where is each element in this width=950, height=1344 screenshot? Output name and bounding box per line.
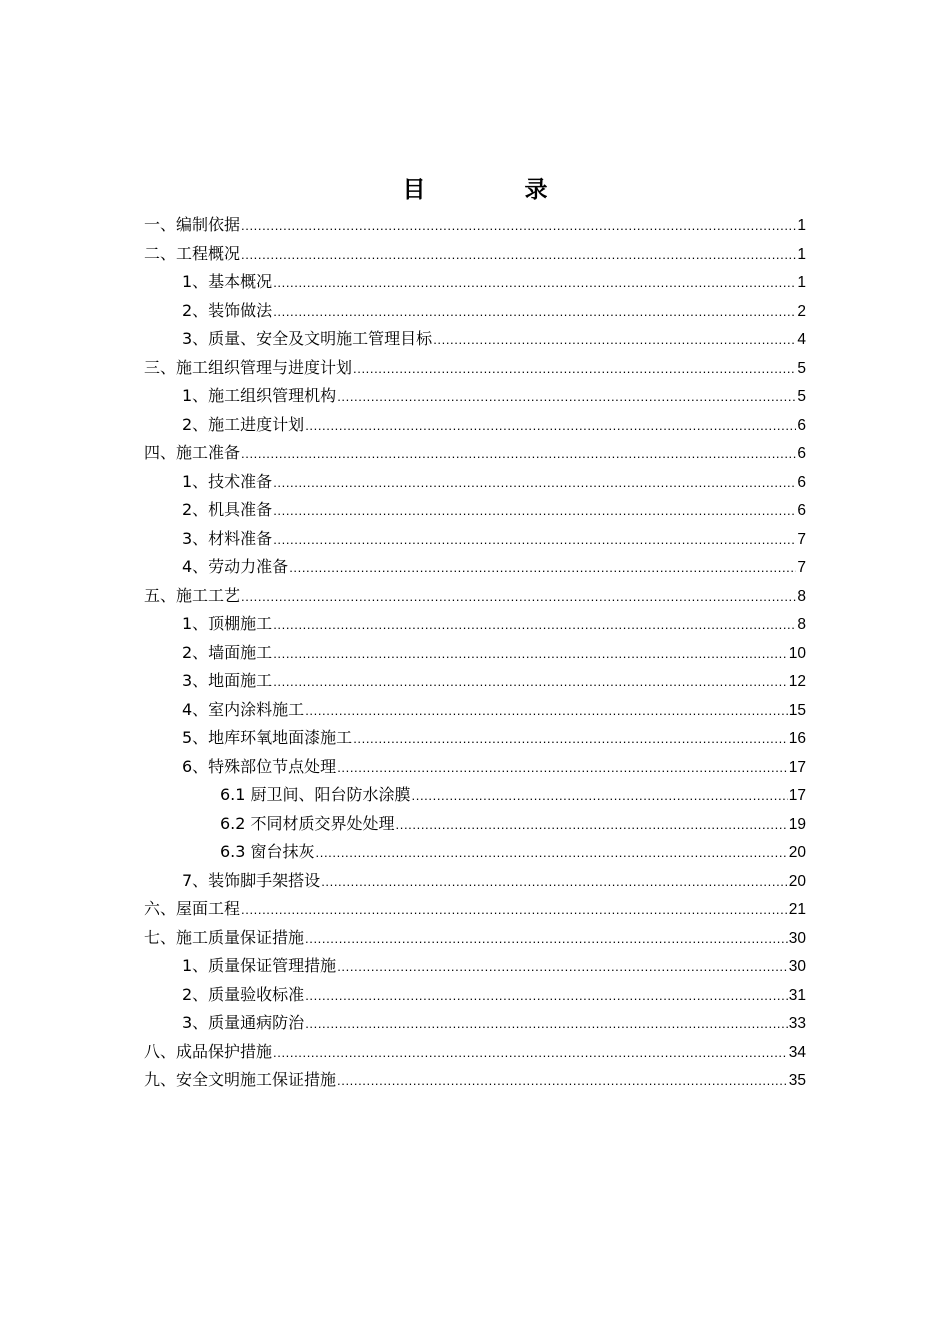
toc-entry-label: 1、基本概况 — [182, 272, 273, 291]
toc-page-number: 1 — [797, 245, 806, 263]
toc-page-number: 6 — [797, 473, 806, 491]
toc-entry[interactable] — [144, 439, 806, 468]
toc-dot-leader — [273, 298, 796, 327]
toc-entry-label: 5、地库环氧地面漆施工 — [182, 728, 353, 747]
toc-page-number: 21 — [788, 901, 806, 918]
toc-entry-label: 3、质量通病防治 — [182, 1013, 305, 1032]
toc-entry-label: 七、施工质量保证措施 — [144, 927, 305, 947]
toc-dot-leader — [241, 896, 788, 925]
toc-dot-leader — [305, 412, 796, 441]
toc-entry-label: 4、室内涂料施工 — [182, 699, 305, 719]
toc-page-number: 19 — [788, 815, 806, 833]
toc-entry[interactable] — [144, 639, 806, 668]
toc-page-number: 8 — [797, 616, 806, 633]
toc-entry-label: 三、施工组织管理与进度计划 — [144, 357, 353, 377]
toc-entry[interactable] — [144, 610, 806, 639]
toc-entry[interactable] — [144, 582, 806, 611]
toc-dot-leader — [305, 1010, 788, 1039]
toc-entry-label: 2、施工进度计划 — [182, 414, 305, 434]
toc-entry[interactable] — [144, 354, 806, 383]
toc-entry-label: 1、顶棚施工 — [182, 614, 273, 633]
toc-entry[interactable] — [144, 525, 806, 554]
toc-entry[interactable] — [144, 981, 806, 1010]
toc-page-number: 17 — [788, 787, 806, 804]
toc-entry[interactable] — [144, 810, 806, 839]
toc-entry[interactable] — [144, 297, 806, 326]
toc-dot-leader — [412, 782, 788, 811]
toc-entry-label: 6.3 窗台抹灰 — [220, 842, 315, 861]
toc-entry[interactable] — [144, 553, 806, 582]
toc-entry[interactable] — [144, 240, 806, 269]
toc-entry-label: 九、安全文明施工保证措施 — [144, 1070, 337, 1089]
toc-entry-label: 1、施工组织管理机构 — [182, 386, 337, 405]
toc-entry-label: 6.1 厨卫间、阳台防水涂膜 — [220, 785, 411, 804]
table-of-contents — [144, 211, 806, 1095]
toc-entry-label: 五、施工工艺 — [144, 585, 241, 605]
toc-page-number: 34 — [788, 1043, 806, 1061]
toc-dot-leader — [305, 697, 788, 726]
toc-dot-leader — [433, 326, 796, 355]
toc-page-number: 2 — [797, 302, 806, 320]
toc-dot-leader — [241, 241, 796, 270]
toc-dot-leader — [273, 611, 796, 640]
toc-entry[interactable] — [144, 382, 806, 411]
toc-entry-label: 2、质量验收标准 — [182, 984, 305, 1004]
toc-entry[interactable] — [144, 867, 806, 896]
toc-entry[interactable] — [144, 1009, 806, 1038]
toc-page-number: 6 — [797, 416, 806, 434]
toc-page-number: 1 — [797, 274, 806, 291]
toc-title: 目 录 — [402, 177, 586, 203]
toc-dot-leader — [316, 839, 788, 868]
toc-entry[interactable] — [144, 1038, 806, 1067]
toc-dot-leader — [337, 383, 796, 412]
toc-entry-label: 2、装饰做法 — [182, 300, 273, 320]
toc-entry-label: 四、施工准备 — [144, 443, 241, 462]
toc-page-number: 20 — [788, 872, 806, 890]
toc-page-number: 7 — [797, 530, 806, 548]
toc-entry-label: 3、地面施工 — [182, 671, 273, 690]
toc-dot-leader — [241, 212, 796, 241]
toc-entry[interactable] — [144, 895, 806, 924]
toc-entry[interactable] — [144, 838, 806, 867]
toc-entry[interactable] — [144, 468, 806, 497]
toc-entry[interactable] — [144, 696, 806, 725]
toc-dot-leader — [273, 640, 788, 669]
toc-entry[interactable] — [144, 211, 806, 240]
toc-entry[interactable] — [144, 753, 806, 782]
toc-page-number: 5 — [797, 388, 806, 405]
toc-page-number: 10 — [788, 644, 806, 662]
toc-page-number: 20 — [788, 844, 806, 861]
toc-entry-label: 2、墙面施工 — [182, 642, 273, 662]
toc-entry[interactable] — [144, 496, 806, 525]
toc-entry[interactable] — [144, 924, 806, 953]
toc-page-number: 16 — [788, 730, 806, 747]
toc-dot-leader — [353, 355, 796, 384]
toc-entry-label: 二、工程概况 — [144, 243, 241, 263]
toc-entry[interactable] — [144, 1066, 806, 1095]
toc-dot-leader — [273, 269, 796, 298]
toc-entry-label: 2、机具准备 — [182, 500, 273, 519]
toc-dot-leader — [305, 925, 788, 954]
toc-page-number: 30 — [788, 958, 806, 975]
toc-dot-leader — [273, 1039, 788, 1068]
toc-dot-leader — [273, 497, 796, 526]
toc-entry-label: 1、质量保证管理措施 — [182, 956, 337, 975]
toc-entry-label: 六、屋面工程 — [144, 899, 241, 918]
toc-entry[interactable] — [144, 724, 806, 753]
toc-dot-leader — [337, 754, 788, 783]
toc-dot-leader — [337, 1067, 788, 1096]
toc-entry-label: 6、特殊部位节点处理 — [182, 756, 337, 776]
toc-page-number: 6 — [797, 445, 806, 462]
toc-entry-label: 3、材料准备 — [182, 528, 273, 548]
toc-dot-leader — [241, 583, 796, 612]
toc-dot-leader — [337, 953, 788, 982]
toc-dot-leader — [241, 440, 796, 469]
toc-page-number: 6 — [797, 502, 806, 519]
toc-page-number: 8 — [797, 587, 806, 605]
toc-entry-label: 6.2 不同材质交界处处理 — [220, 813, 395, 833]
toc-entry-label: 7、装饰脚手架搭设 — [182, 870, 321, 890]
toc-page-number: 35 — [788, 1072, 806, 1089]
toc-page-number: 33 — [788, 1015, 806, 1032]
toc-page-number: 5 — [797, 359, 806, 377]
toc-page-number: 17 — [788, 758, 806, 776]
toc-dot-leader — [353, 725, 788, 754]
toc-entry-label: 3、质量、安全及文明施工管理目标 — [182, 329, 433, 348]
toc-entry[interactable] — [144, 667, 806, 696]
toc-entry[interactable] — [144, 411, 806, 440]
toc-page-number: 30 — [788, 929, 806, 947]
toc-entry-label: 4、劳动力准备 — [182, 557, 289, 576]
toc-page-number: 12 — [788, 673, 806, 690]
toc-page-number: 31 — [788, 986, 806, 1004]
toc-dot-leader — [273, 668, 788, 697]
toc-dot-leader — [305, 982, 788, 1011]
toc-entry[interactable] — [144, 325, 806, 354]
toc-page-number: 7 — [797, 559, 806, 576]
toc-page-number: 1 — [797, 217, 806, 234]
toc-entry-label: 一、编制依据 — [144, 215, 241, 234]
toc-entry-label: 八、成品保护措施 — [144, 1041, 273, 1061]
toc-dot-leader — [321, 868, 788, 897]
toc-entry[interactable] — [144, 952, 806, 981]
toc-entry-label: 1、技术准备 — [182, 471, 273, 491]
toc-entry[interactable] — [144, 781, 806, 810]
toc-entry[interactable] — [144, 268, 806, 297]
toc-dot-leader — [396, 811, 788, 840]
toc-page-number: 15 — [788, 701, 806, 719]
toc-dot-leader — [289, 554, 796, 583]
toc-page-number: 4 — [797, 331, 806, 348]
toc-dot-leader — [273, 526, 796, 555]
toc-dot-leader — [273, 469, 796, 498]
